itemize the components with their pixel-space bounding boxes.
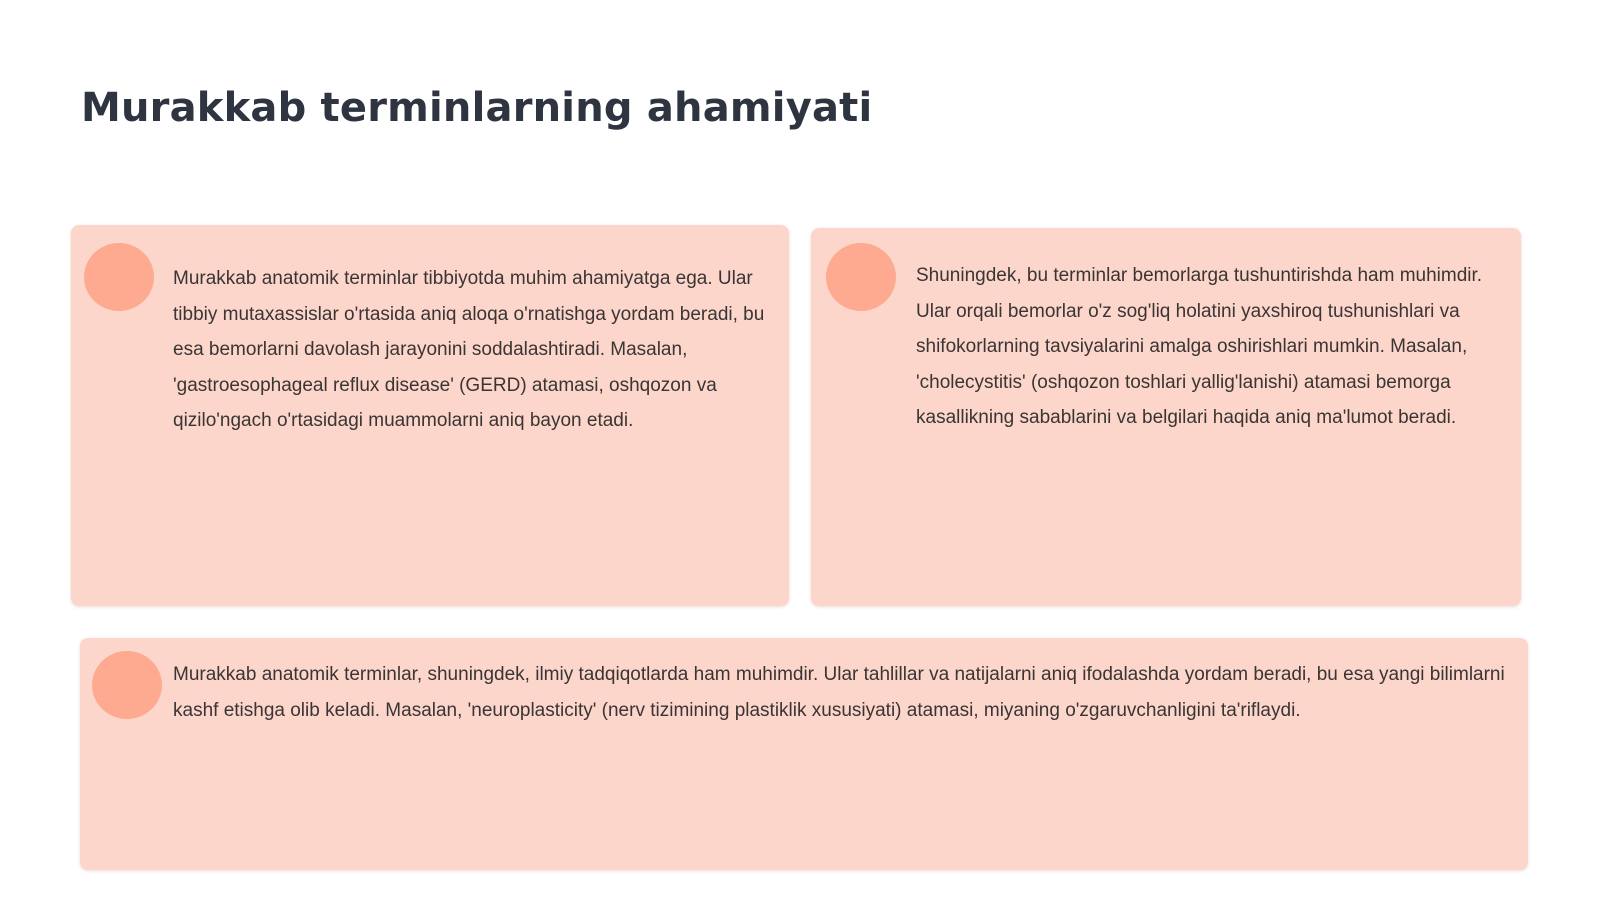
info-card-patients bbox=[811, 228, 1521, 606]
circle-bullet-icon bbox=[826, 243, 896, 311]
info-card-communication bbox=[71, 225, 789, 606]
card-text: Murakkab anatomik terminlar, shuningdek, ilmiy tadqiqotlarda ham muhimdir. Ular tahlillar va natijalarni aniq ifodalashda yordam beradi, bu esa yangi bilimlarni kashf etishga olib keladi. Masalan, 'neuroplasticity' (nerv tizimining plastiklik xususiyati) atamasi, miyaning o'zgaruvchanligini ta'riflaydi. bbox=[173, 664, 1505, 721]
card-text: Murakkab anatomik terminlar tibbiyotda muhim ahamiyatga ega. Ular tibbiy mutaxassislar o'rtasida aniq aloqa o'rnatishga yordam beradi, bu esa bemorlarni davolash jarayonini soddalashtiradi. Masalan, 'gastroesophageal reflux disease' (GERD) atamasi, oshqozon va qizilo'ngach o'rtasidagi muammolarni aniq bayon etadi. bbox=[173, 268, 765, 431]
page-title: Murakkab terminlarning ahamiyati bbox=[81, 85, 873, 131]
info-card-research bbox=[80, 638, 1528, 870]
circle-bullet-icon bbox=[84, 243, 154, 311]
circle-bullet-icon bbox=[92, 651, 162, 719]
card-text: Shuningdek, bu terminlar bemorlarga tushuntirishda ham muhimdir. Ular orqali bemorlar o'z sog'liq holatini yaxshiroq tushunishlari va shifokorlarning tavsiyalarini amalga oshirishlari mumkin. Masalan, 'cholecystitis' (oshqozon toshlari yallig'lanishi) atamasi bemorga kasallikning sabablarini va belgilari haqida aniq ma'lumot beradi. bbox=[916, 265, 1483, 428]
